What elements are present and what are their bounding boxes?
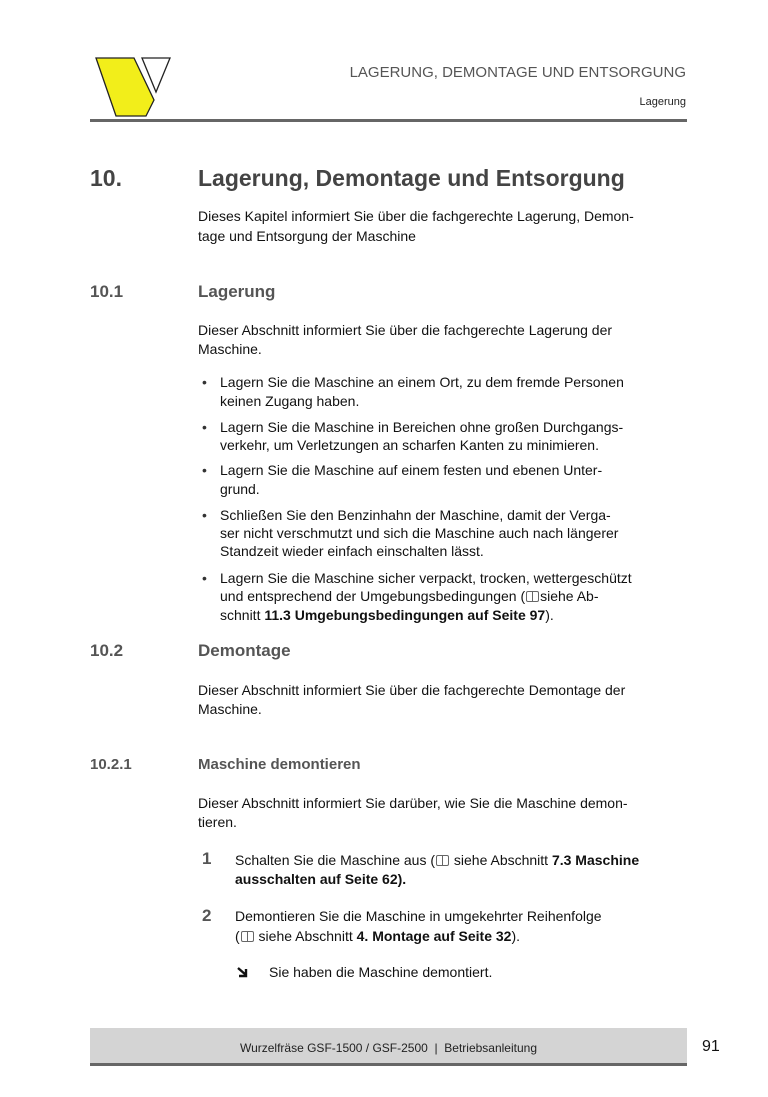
book-icon (436, 855, 449, 866)
section-intro: Dieser Abschnitt informiert Sie über die fachgerechte Lagerung der (198, 322, 613, 338)
step-number: 2 (202, 906, 212, 925)
step-text: Demontieren Sie die Maschine in umgekehrter Reihenfolge (235, 908, 602, 924)
list-item: schnitt 11.3 Umgebungsbedingungen auf Seite 97). (220, 607, 554, 623)
cross-reference-link[interactable]: 4. Montage auf Seite 32 (356, 928, 512, 944)
section-intro: Dieser Abschnitt informiert Sie über die fachgerechte Demontage der (198, 682, 626, 698)
list-item: Schließen Sie den Benzinhahn der Maschine, damit der Verga- (220, 507, 611, 523)
footer-rule (90, 1063, 687, 1066)
list-item: verkehr, um Verletzungen an scharfen Kanten zu minimieren. (220, 437, 599, 453)
section-intro: Maschine. (198, 341, 262, 357)
bullet-icon: • (202, 570, 207, 586)
bullet-icon: • (202, 419, 207, 435)
step-text (235, 870, 406, 888)
list-item: und entsprechend der Umgebungsbedingungen ( siehe Ab- (220, 588, 599, 604)
chapter-number: 10. (90, 165, 122, 191)
subsection-intro: Dieser Abschnitt informiert Sie darüber, wie Sie die Maschine demon- (198, 795, 628, 811)
header-title: LAGERUNG, DEMONTAGE UND ENTSORGUNG (349, 64, 686, 81)
header-rule (90, 119, 687, 122)
list-item: Lagern Sie die Maschine an einem Ort, zu dem fremde Personen (220, 374, 624, 390)
chapter-intro: tage und Entsorgung der Maschine (198, 228, 416, 244)
bullet-icon: • (202, 507, 207, 523)
section-number: 10.2 (90, 641, 124, 660)
step-text: Schalten Sie die Maschine aus ( siehe Abschnitt 7.3 Maschine (235, 852, 640, 868)
cross-reference-link[interactable]: ausschalten auf Seite 62). (235, 871, 407, 887)
step-text: ( siehe Abschnitt 4. Montage auf Seite 32). (235, 928, 521, 944)
list-item: Lagern Sie die Maschine in Bereichen ohne großen Durchgangs- (220, 419, 624, 435)
list-item: Lagern Sie die Maschine auf einem festen und ebenen Unter- (220, 462, 603, 478)
bullet-icon: • (202, 462, 207, 478)
company-logo (94, 56, 174, 118)
section-title: Lagerung (198, 282, 276, 301)
subsection-intro: tieren. (198, 814, 237, 830)
list-item: keinen Zugang haben. (220, 393, 360, 409)
book-icon (241, 931, 254, 942)
section-number: 10.1 (90, 282, 124, 301)
subsection-title: Maschine demontieren (198, 756, 361, 773)
book-icon (526, 591, 539, 602)
subsection-number: 10.2.1 (90, 756, 132, 773)
chapter-title: Lagerung, Demontage und Entsorgung (198, 165, 625, 191)
list-item: Lagern Sie die Maschine sicher verpackt, trocken, wettergeschützt (220, 570, 632, 586)
list-item: Standzeit wieder einfach einschalten lässt. (220, 543, 484, 559)
footer-text: Wurzelfräse GSF-1500 / GSF-2500 | Betriebsanleitung (239, 1041, 538, 1055)
cross-reference-link[interactable]: 7.3 Maschine (551, 852, 640, 868)
list-item: ser nicht verschmutzt und sich die Maschine auch nach längerer (220, 525, 619, 541)
section-intro: Maschine. (198, 701, 262, 717)
cross-reference-link[interactable]: 11.3 Umgebungsbedingungen auf Seite 97 (264, 607, 546, 623)
section-title: Demontage (198, 641, 291, 660)
step-number: 1 (202, 849, 212, 868)
chapter-intro: Dieses Kapitel informiert Sie über die fachgerechte Lagerung, Demon- (198, 208, 634, 224)
result-text: Sie haben die Maschine demontiert. (269, 964, 493, 980)
page-number: 91 (702, 1038, 720, 1055)
arrow-down-right-icon (236, 966, 249, 978)
header-subtitle: Lagerung (639, 96, 686, 108)
list-item: grund. (220, 481, 260, 497)
bullet-icon: • (202, 374, 207, 390)
